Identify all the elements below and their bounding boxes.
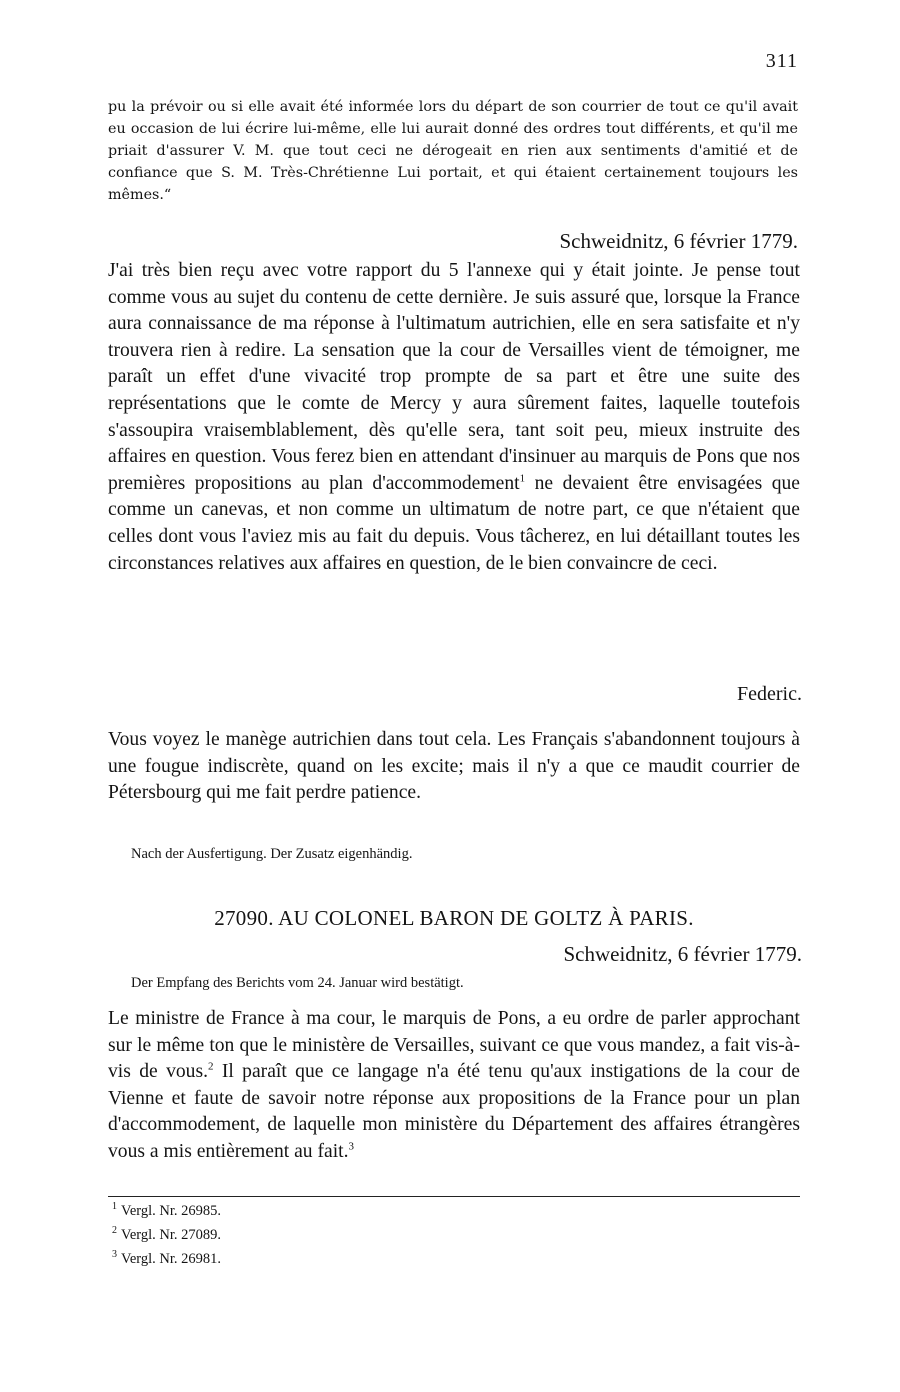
letter2-body-part-b: Il paraît que ce langage n'a été tenu qu'aux instigations de la cour de Vienne et faute de savoir notre réponse aux propositions de la France pour un plan d'accommodement, de laquelle mon ministère du Département des affaires étrangères vous a mis entièrement au fait. bbox=[108, 1061, 800, 1162]
letter2-body-paragraph bbox=[108, 1006, 800, 1166]
footnote-item bbox=[112, 1245, 512, 1269]
letter1-postscript bbox=[108, 727, 800, 807]
letter2-heading: 27090. AU COLONEL BARON DE GOLTZ À PARIS. bbox=[214, 906, 694, 930]
letter2-body-part-a: Le ministre de France à ma cour, le marquis de Pons, a eu ordre de parler approchant sur le même ton que le ministère de Versailles, suivant ce que vous mandez, a fait vis-à-vis de vous. bbox=[108, 1008, 800, 1083]
footnote-mark: 1 bbox=[112, 1201, 117, 1212]
letter1-body bbox=[108, 258, 800, 577]
letter1-postscript-text: Vous voyez le manège autrichien dans tout cela. Les Français s'abandonnent toujours à une fougue indiscrète, quand on les excite; mais il n'y a que ce maudit courrier de Pétersbourg qui me fait perdre patience. bbox=[108, 729, 800, 804]
letter1-body-part-a: J'ai très bien reçu avec votre rapport du 5 l'annexe qui y était jointe. Je pense tout comme vous au sujet du contenu de cette dernière. Je suis assuré que, lorsque la France aura connaissance de ma réponse à l'ultimatum autrichien, elle en sera satisfaite et n'y trouvera rien à redire. La sensation que la cour de Versailles vient de témoigner, me paraît un effet d'une vivacité trop prompte de sa part et être une suite des représentations que le comte de Mercy y aura sûrement faites, laquelle toutefois s'assoupira vraisemblablement, dès qu'elle sera, tant soit peu, mieux instruite des affaires en question. Vous ferez bien en attendant d'insinuer au marquis de Pons que nos premières propositions au plan d'accommodement bbox=[108, 260, 800, 494]
letter1-body-paragraph bbox=[108, 258, 800, 577]
footnote-text: Vergl. Nr. 26985. bbox=[121, 1202, 222, 1219]
letter2-dateline: Schweidnitz, 6 février 1779. bbox=[563, 942, 802, 966]
letter1-body-part-b: ne devaient être envisagées que comme un canevas, et non comme un ultimatum de notre part, ce que n'étaient que celles dont vous l'aviez mis au fait du depuis. Vous tâcherez, en lui détaillant toutes les circonstances relatives aux affaires en question, de le bien convaincre de ceci. bbox=[108, 472, 800, 574]
footnote-item bbox=[112, 1221, 512, 1245]
letter1-signature: Federic. bbox=[737, 683, 802, 705]
intro-paragraph-text: pu la prévoir ou si elle avait été informée lors du départ de son courrier de tout ce qu'il avait eu occasion de lui écrire lui-même, elle lui aurait donné des ordres tout différents, et qu'il me priait d'assurer V. M. que tout ceci ne dérogeait en rien aux sentiments d'amitié et de confiance que S. M. Très-Chrétienne Lui portait, et qui étaient certainement toujours les mêmes.“ bbox=[108, 99, 798, 203]
footnote-mark: 3 bbox=[112, 1248, 117, 1260]
footnote-ref-1: 1 bbox=[519, 472, 526, 485]
letter2-body bbox=[108, 1006, 800, 1166]
intro-paragraph bbox=[108, 96, 798, 206]
letter2-summary: Der Empfang des Berichts vom 24. Januar wird bestätigt. bbox=[131, 975, 464, 991]
letter1-source-note: Nach der Ausfertigung. Der Zusatz eigenhändig. bbox=[131, 846, 413, 862]
footnotes bbox=[112, 1197, 512, 1268]
footnote-text: Vergl. Nr. 26981. bbox=[121, 1250, 222, 1267]
footnote-text: Vergl. Nr. 27089. bbox=[121, 1226, 222, 1243]
footnote-ref-3: 3 bbox=[348, 1140, 354, 1153]
footnote-item bbox=[112, 1197, 512, 1221]
letter1-dateline: Schweidnitz, 6 février 1779. bbox=[559, 229, 798, 253]
footnote-mark: 2 bbox=[112, 1224, 117, 1236]
footnote-ref-2: 2 bbox=[208, 1060, 214, 1073]
page-number: 311 bbox=[765, 50, 798, 72]
